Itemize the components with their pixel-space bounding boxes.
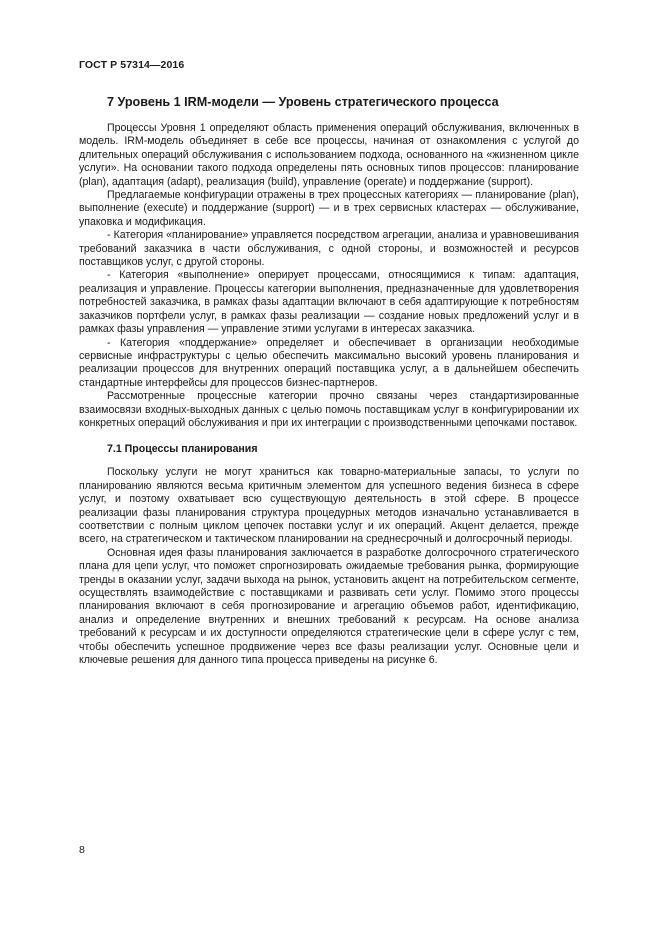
paragraph: Основная идея фазы планирования заключается в разработке долгосрочного стратегического плана для цепи услуг, что поможет спрогнозировать ожидаемые требования рынка, формирующие тренды в оказании услуг, задачи выхода на рынок, установить акцент на потребительском сегменте, осуществлять взаимодействие с поставщиками и развивать сети услуг. Помимо этого процессы планирования включают в себя прогнозирование и агрегацию объемов работ, идентификацию, анализ и определение внутренних и внешних требований к ресурсам. На основе анализа требований к ресурсам и их доступности определяются стратегические цели в сфере услуг с тем, чтобы обеспечить успешное продвижение через все фазы реализации услуг. Основные цели и ключевые решения для данного типа процесса приведены на рисунке 6. bbox=[79, 546, 579, 667]
paragraph: Поскольку услуги не могут храниться как товарно-материальные запасы, то услуги по планированию являются весьма критичным элементом для успешного ведения бизнеса в сфере услуг, и поэтому охватывает всю существующую деятельность в этой сфере. В процессе реализации фазы планирования структура процедурных методов изначально устанавливается в соответствии с полным циклом цепочек поставки услуг и их операций. Акцент делается, прежде всего, на стратегическом и тактическом планировании на среднесрочный и долгосрочный периоды. bbox=[79, 466, 579, 546]
subsection-title: 7.1 Процессы планирования bbox=[107, 443, 258, 456]
page-number: 8 bbox=[79, 844, 85, 856]
list-item-execution: - Категория «выполнение» оперирует процессами, относящимися к типам: адаптация, реализация и управление. Процессы категории выполнения, предназначенные для удовлетворения потребностей заказчика, в рамках фазы адаптации включают в себя адаптирующие к потребностям заказчиков портфели услуг, в рамках фазы реализации — создание новых предложений услуг и в рамках фазы управления — управление этими услугами в интересах заказчика. bbox=[79, 269, 579, 336]
section-title: 7 Уровень 1 IRM-модели — Уровень стратегического процесса bbox=[107, 95, 499, 109]
list-item-support: - Категория «поддержание» определяет и обеспечивает в организации необходимые сервисные инфраструктуры с целью обеспечить максимально высокий уровень планирования и реализации процессов для внутренних операций поставщика услуг, а в дальнейшем обеспечить стандартные интерфейсы для процессов бизнес-партнеров. bbox=[79, 336, 579, 389]
paragraph: Предлагаемые конфигурации отражены в трех процессных категориях — планирование (plan), выполнение (execute) и поддержание (support) — и в трех сервисных кластерах — обслуживание, упаковка и модификация. bbox=[79, 189, 579, 228]
paragraph: Процессы Уровня 1 определяют область применения операций обслуживания, включенных в модель. IRM-модель объединяет в себе все процессы, начиная от ознакомления с услугой до длительных операций обслуживания с использованием подхода, основанного на «жизненном цикле услуги». На основании такого подхода определены пять основных типов процессов: планирование (plan), адаптация (adapt), реализация (build), управление (operate) и поддержание (support). bbox=[79, 122, 579, 188]
paragraph: Рассмотренные процессные категории прочно связаны через стандартизированные взаимосвязи входных-выходных данных с целью помочь поставщикам услуг в конфигурировании их конкретных операций обслуживания и при их интеграции с производственными цепочками поставок. bbox=[79, 390, 579, 429]
list-item-planning: - Категория «планирование» управляется посредством агрегации, анализа и уравновешивания требований заказчика в части обслуживания, с одной стороны, и возможностей и ресурсов поставщиков услуг, с другой стороны. bbox=[79, 229, 579, 269]
page-content bbox=[79, 94, 579, 667]
standard-designation: ГОСТ Р 57314—2016 bbox=[79, 59, 185, 71]
